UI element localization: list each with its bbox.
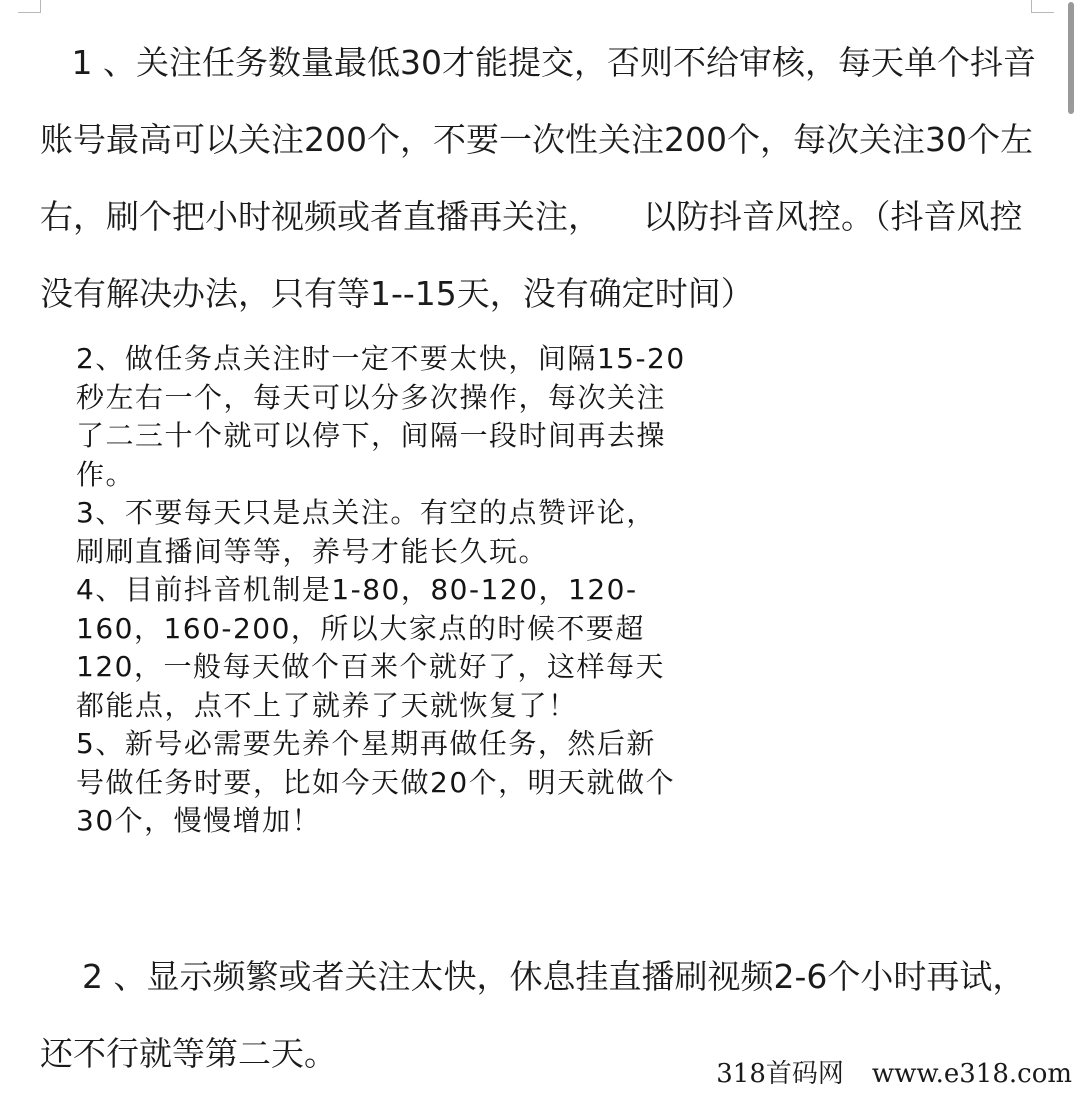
site-watermark <box>716 1056 1072 1092</box>
watermark-site-name: 318首码网 <box>716 1059 844 1089</box>
vertical-scrollbar[interactable] <box>1064 0 1080 1096</box>
inset-line: 3、不要每天只是点关注。有空的点赞评论， <box>76 496 656 529</box>
inset-line: 都能点，点不上了就养了天就恢复了！ <box>76 688 578 722</box>
inset-line: 5、新号必需要先养个星期再做任务，然后新 <box>76 727 656 760</box>
inset-line: 4、目前抖音机制是1-80，80-120，120- <box>76 573 638 606</box>
inset-line: 作。 <box>76 457 136 491</box>
paragraph-2: 2 、显示频繁或者关注太快，休息挂直播刷视频2-6个小时再试，还不行就等第二天。 <box>40 957 1026 1073</box>
inset-line: 了二三十个就可以停下，间隔一段时间再去操 <box>76 419 667 452</box>
inset-line: 120，一般每天做个百来个就好了，这样每天 <box>76 650 665 683</box>
inset-line: 秒左右一个，每天可以分多次操作，每次关注 <box>76 380 667 414</box>
inset-screenshot-text <box>76 340 836 841</box>
inset-line: 30个，慢慢增加！ <box>76 804 322 837</box>
page-corner-mark-left <box>18 0 41 13</box>
scrollbar-thumb[interactable] <box>1068 2 1074 114</box>
inset-line: 号做任务时要，比如今天做20个，明天就做个 <box>76 765 676 799</box>
inset-line: 刷刷直播间等等，养号才能长久玩。 <box>76 534 549 568</box>
inset-line: 2、做任务点关注时一定不要太快，间隔15-20 <box>76 342 686 375</box>
watermark-site-url: www.e318.com <box>871 1059 1072 1089</box>
inset-line: 160，160-200，所以大家点的时候不要超 <box>76 611 645 645</box>
paragraph-1: 1 、关注任务数量最低30才能提交，否则不给审核，每天单个抖音账号最高可以关注200个，不要一次性关注200个，每次关注30个左右，刷个把小时视频或者直播再关注， 以防抖音风控。（抖音风控没有解决办法，只有等1--15天，没有确定时间） <box>40 43 1036 313</box>
page-corner-mark-right <box>1031 0 1054 13</box>
